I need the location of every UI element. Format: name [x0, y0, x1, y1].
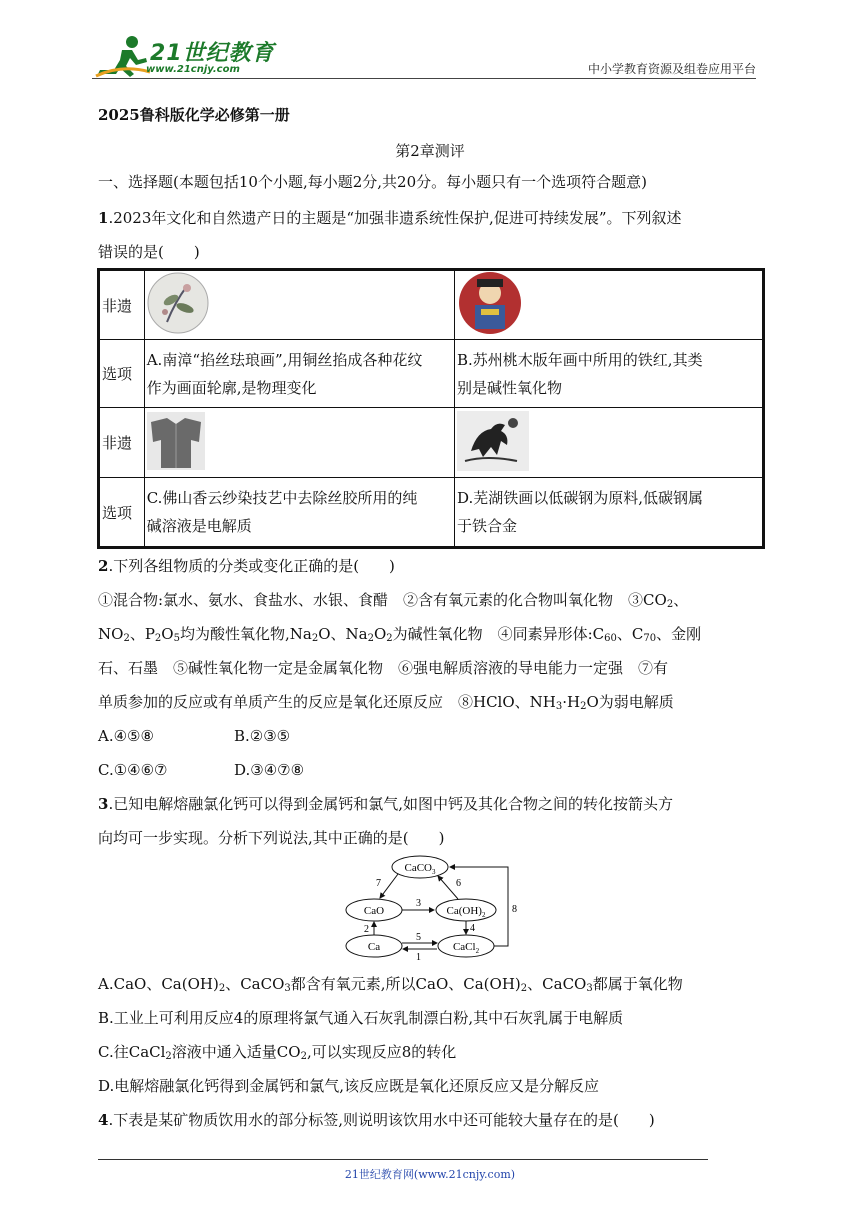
sub: 3 — [586, 983, 593, 994]
q1-stem-line2: 错误的是( ) — [98, 243, 200, 261]
sub: 2 — [300, 1051, 307, 1062]
q2-s1-text: ①混合物:氯水、氨水、食盐水、水银、食醋 ②含有氧元素的化合物叫氧化物 ③CO — [98, 591, 667, 609]
q2-statement-line2 — [98, 624, 701, 644]
q2-statement-line3: 石、石墨 ⑤碱性氧化物一定是金属氧化物 ⑥强电解质溶液的导电能力一定强 ⑦有 — [98, 659, 669, 677]
arrow-8-label: 8 — [512, 904, 517, 915]
footer-link[interactable]: 21世纪教育网(www.21cnjy.com) — [344, 1168, 516, 1181]
q1-table — [97, 268, 765, 549]
t: 、P — [129, 625, 155, 643]
option-b-cell — [455, 340, 764, 408]
option-label: 选项 — [99, 478, 145, 548]
heritage-label: 非遗 — [99, 270, 145, 340]
t: 、CaCO — [527, 975, 587, 993]
t: O为弱电解质 — [586, 693, 674, 711]
chapter-title: 第2章测评 — [395, 142, 465, 160]
sub: 2 — [165, 1051, 172, 1062]
heritage-image-c-cell — [144, 408, 454, 478]
t: ,可以实现反应8的转化 — [306, 1043, 457, 1061]
sub: 3 — [555, 701, 563, 712]
calcium-conversion-diagram — [340, 852, 530, 964]
q2-option-a[interactable]: A.④⑤⑧ — [98, 727, 154, 745]
arrow-7 — [380, 874, 398, 898]
node-cacl2-label: CaCl$_2$ — [452, 941, 480, 955]
logo-text: 21世纪教育 — [150, 41, 275, 66]
q3-option-c[interactable] — [98, 1042, 456, 1062]
q1-number: 1 — [98, 209, 109, 227]
q3-option-b[interactable]: B.工业上可利用反应4的原理将氯气通入石灰乳制漂白粉,其中石灰乳属于电解质 — [98, 1009, 624, 1027]
q3-stem-text: .已知电解熔融氯化钙可以得到金属钙和氯气,如图中钙及其化合物之间的转化按箭头方 — [108, 795, 673, 813]
sub: 70 — [643, 633, 657, 644]
arrow-2-label: 2 — [364, 924, 369, 935]
sub: 2 — [123, 633, 130, 644]
arrow-7-label: 7 — [376, 878, 381, 889]
section-heading: 一、选择题(本题包括10个小题,每小题2分,共20分。每小题只有一个选项符合题意) — [98, 173, 647, 191]
option-a-cell — [144, 340, 454, 408]
t: O — [373, 625, 387, 643]
q3-stem-line2: 向均可一步实现。分析下列说法,其中正确的是( ) — [98, 829, 445, 847]
heritage-image-b-cell — [455, 270, 764, 340]
footer-divider — [98, 1159, 708, 1160]
node-cao-label: CaO — [363, 905, 385, 917]
sub: 60 — [604, 633, 617, 644]
q4-stem — [98, 1110, 655, 1130]
header-divider — [92, 78, 756, 79]
t: 、C — [616, 625, 644, 643]
runner-logo-icon — [92, 34, 152, 78]
t: 都属于氧化物 — [592, 975, 683, 993]
option-b-line2: 别是碱性氧化物 — [457, 378, 563, 397]
t: 为碱性氧化物 ④同素异形体:C — [392, 625, 605, 643]
arrow-3-label: 3 — [416, 898, 421, 909]
q2-stem — [98, 556, 395, 576]
node-caoh2-label: $Ca(OH)_2$ — [446, 905, 486, 919]
node-caco3-label: CaCO$_3$ — [404, 862, 436, 876]
arrow-6 — [438, 876, 458, 899]
t: C.往CaCl — [98, 1043, 166, 1061]
sub: 2 — [311, 633, 319, 644]
q2-number: 2 — [98, 557, 109, 575]
q4-stem-text: .下表是某矿物质饮用水的部分标签,则说明该饮用水中还可能较大量存在的是( ) — [108, 1111, 655, 1129]
q2-statement-line4 — [98, 692, 674, 712]
heritage-image-a-cell — [144, 270, 454, 340]
option-c-cell — [144, 478, 454, 548]
t: 单质参加的反应或有单质产生的反应是氧化还原反应 ⑧HClO、NH — [98, 693, 556, 711]
q2-option-b[interactable]: B.②③⑤ — [234, 727, 291, 745]
q2-option-c[interactable]: C.①④⑥⑦ — [98, 761, 168, 779]
node-ca-label: Ca — [367, 941, 381, 953]
sub: 2 — [666, 599, 674, 610]
heritage-label: 非遗 — [99, 408, 145, 478]
q1-stem-text: .2023年文化和自然遗产日的主题是“加强非遗系统性保护,促进可持续发展”。下列叙述 — [108, 209, 682, 227]
q2-stem-text: .下列各组物质的分类或变化正确的是( ) — [108, 557, 395, 575]
t: A.CaO、Ca(OH) — [98, 975, 219, 993]
t: 、CaCO — [225, 975, 285, 993]
option-a-line2: 作为画面轮廓,是物理变化 — [146, 378, 317, 397]
sub: 2 — [218, 983, 226, 994]
option-c-line2: 碱溶液是电解质 — [146, 517, 252, 535]
iron-painting-image — [457, 411, 529, 471]
silk-garment-image — [147, 412, 205, 470]
arrow-5-label: 5 — [416, 932, 421, 943]
q3-option-a[interactable] — [98, 974, 683, 994]
option-a-line1: A.南漳“掐丝珐琅画”,用铜丝掐成各种花纹 — [146, 350, 423, 369]
q3-stem-line1 — [98, 794, 673, 814]
option-d-line1: D.芜湖铁画以低碳钢为原料,低碳钢属 — [457, 489, 704, 507]
woodblock-print-image — [457, 271, 523, 335]
q2-s1-end: 、 — [673, 591, 689, 609]
q3-number: 3 — [98, 795, 109, 813]
q4-number: 4 — [98, 1111, 109, 1129]
option-d-line2: 于铁合金 — [457, 517, 518, 535]
t: 溶液中通入适量CO — [171, 1043, 301, 1061]
option-d-cell — [455, 478, 764, 548]
t: O — [161, 625, 174, 643]
option-b-line1: B.苏州桃木版年画中所用的铁红,其类 — [457, 350, 703, 369]
platform-tagline: 中小学教育资源及组卷应用平台 — [587, 62, 756, 76]
sub: 3 — [284, 983, 291, 994]
option-c-line1: C.佛山香云纱染技艺中去除丝胶所用的纯 — [146, 489, 418, 507]
arrow-4-label: 4 — [470, 923, 475, 934]
arrow-1-label: 1 — [416, 952, 421, 963]
logo-url: www.21cnjy.com — [146, 64, 240, 75]
sub: 2 — [154, 633, 162, 644]
sub: 2 — [386, 633, 393, 644]
q2-option-d[interactable]: D.③④⑦⑧ — [234, 761, 305, 779]
sub: 2 — [520, 983, 528, 994]
q3-option-d[interactable]: D.电解熔融氯化钙得到金属钙和氯气,该反应既是氧化还原反应又是分解反应 — [98, 1077, 600, 1095]
q1-stem-line1 — [98, 208, 682, 228]
sub: 2 — [580, 701, 587, 712]
arrow-6-label: 6 — [456, 878, 461, 889]
enamel-painting-image — [147, 272, 209, 334]
t: 、金刚 — [656, 625, 702, 643]
option-label: 选项 — [99, 340, 145, 408]
sub: 2 — [367, 633, 374, 644]
heritage-image-d-cell — [455, 408, 764, 478]
q2-statement-line1 — [98, 590, 688, 610]
t: O、Na — [318, 625, 368, 643]
t: ·H — [562, 693, 581, 711]
sub: 5 — [173, 633, 180, 644]
doc-title: 2025鲁科版化学必修第一册 — [98, 106, 290, 124]
t: NO — [98, 625, 124, 643]
t: 都含有氧元素,所以CaO、Ca(OH) — [290, 975, 521, 993]
t: 均为酸性氧化物,Na — [179, 625, 312, 643]
